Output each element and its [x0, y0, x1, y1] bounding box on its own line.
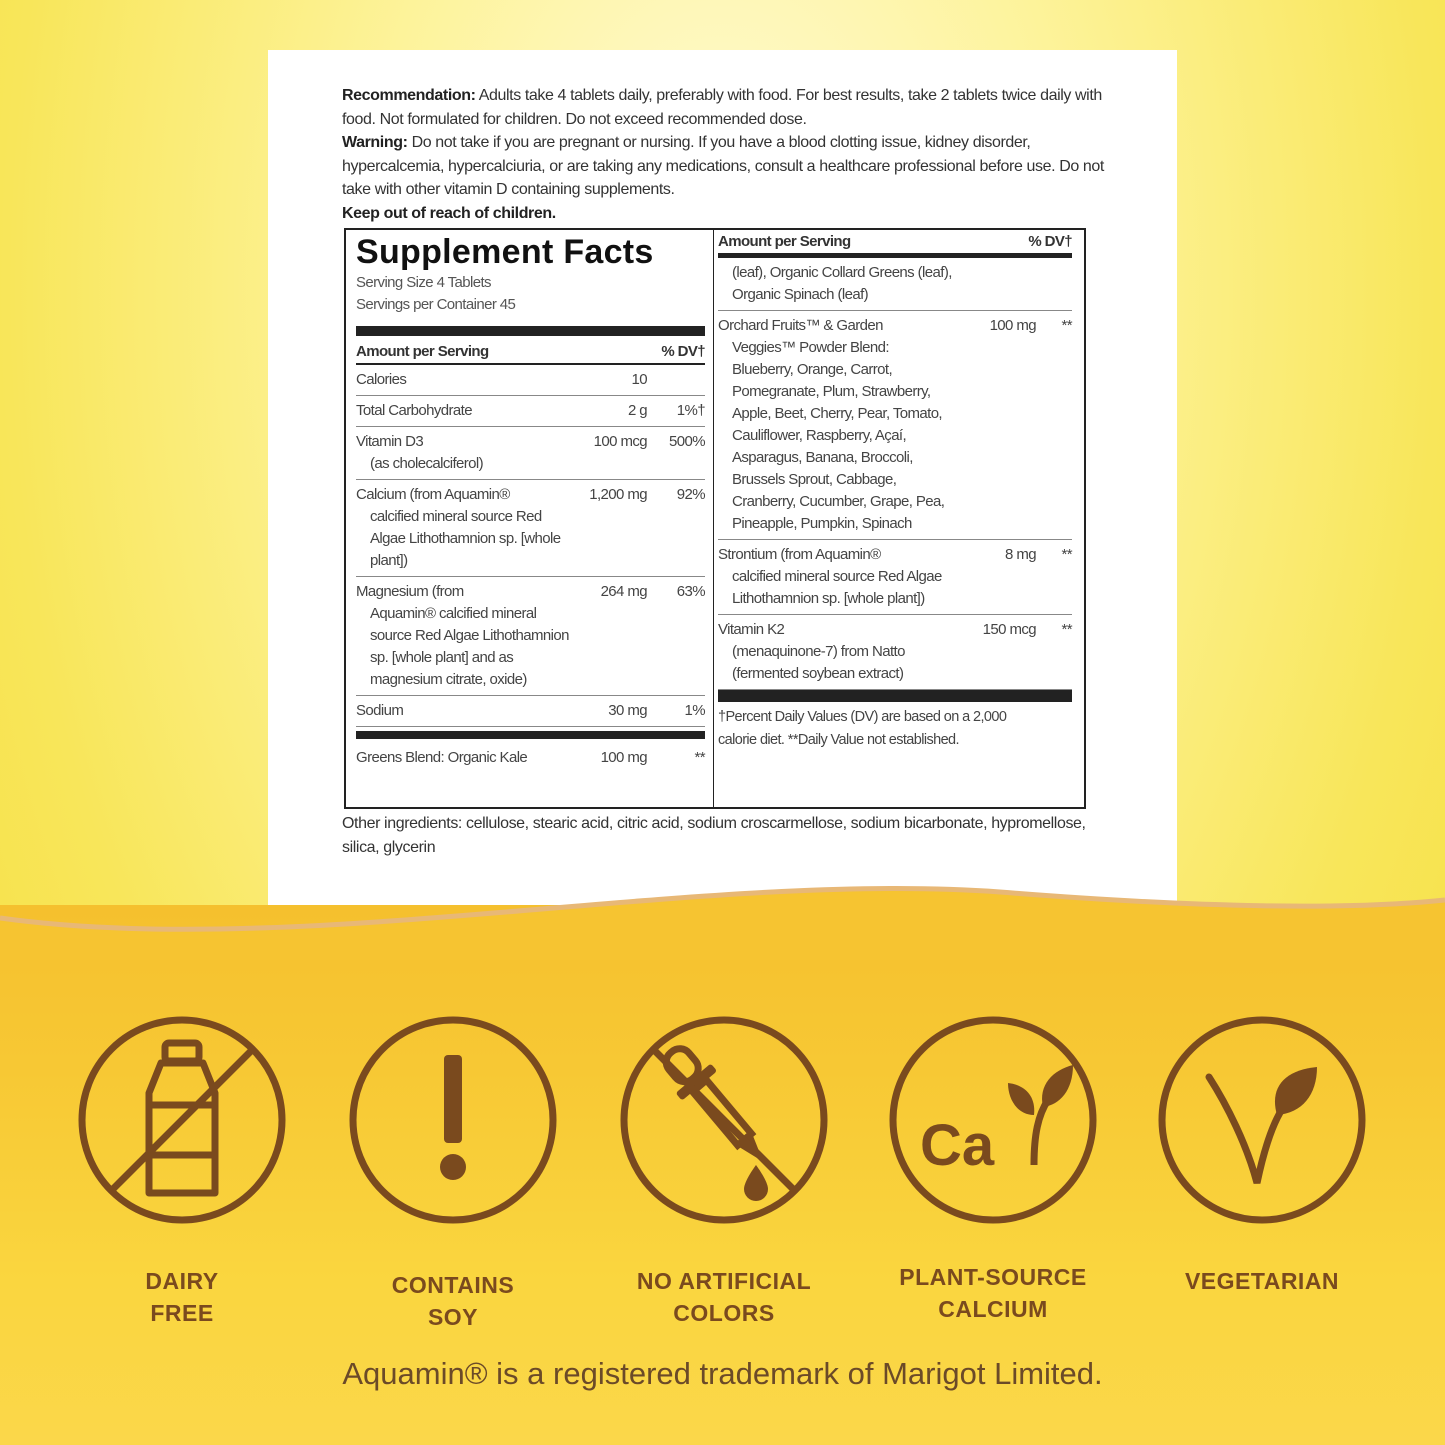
facts-left-column [346, 230, 714, 807]
nutrient-amount: 10 [631, 371, 647, 388]
nutrient-name: Calories [356, 371, 407, 388]
facts-right-column [714, 230, 1084, 807]
calcium-leaf-icon [888, 1015, 1098, 1225]
facts-header-row [356, 340, 705, 365]
serving-size: Serving Size 4 Tablets [356, 274, 491, 291]
nutrient-dv: 63% [676, 583, 705, 600]
facts-header-row [718, 230, 1072, 258]
nutrient-dv: ** [1061, 317, 1072, 334]
badge-vegetarian [1152, 1015, 1372, 1297]
nutrient-source: (menaquinone-7) from Natto (fermented soybean extract) [732, 643, 905, 682]
nutrient-amount: 2 g [627, 402, 647, 419]
nutrient-dv: 92% [676, 486, 705, 503]
nutrient-amount: 1,200 mg [589, 486, 647, 503]
table-row [356, 480, 705, 577]
recommendation-label: Recommendation: [342, 87, 476, 104]
badge-contains-soy [343, 1015, 563, 1333]
thick-divider [718, 690, 1072, 702]
dairy-free-bottle-icon [77, 1015, 287, 1225]
nutrient-source: Veggies™ Powder Blend: Blueberry, Orange, Carrot, Pomegranate, Plum, Strawberry, Apple, Beet, Cherry, Pear, Tomato, Cauliflower, Raspberry, Açaí, Asparagus, Banana, Broccoli, Brussels Sprout, Cabbage, Cranberry, Cucumber, Grape, Pea, Pineapple, Pumpkin, Spinach [732, 339, 945, 532]
keep-out-notice: Keep out of reach of children. [342, 204, 556, 222]
no-dropper-icon [619, 1015, 829, 1225]
nutrient-amount: 100 mg [989, 317, 1036, 334]
table-row [718, 615, 1072, 690]
nutrient-name: Strontium (from Aquamin® calcified mineral source Red Algae Lithothamnion sp. [whole plant]) [718, 544, 952, 610]
header-dv: % DV† [1028, 233, 1072, 250]
table-row [718, 258, 1072, 311]
table-row [718, 540, 1072, 615]
vegetarian-sprout-icon [1157, 1015, 1367, 1225]
nutrient-amount: 8 mg [1005, 546, 1036, 563]
table-row [356, 365, 705, 396]
other-ingredients: Other ingredients: cellulose, stearic acid, citric acid, sodium croscarmellose, sodium bicarbonate, hypromellose, silica, glycerin [342, 815, 1086, 856]
warning-label: Warning: [342, 134, 408, 151]
nutrient-source: Aquamin® calcified mineral source Red Algae Lithothamnion sp. [whole plant] and as magnesium citrate, oxide) [370, 605, 569, 688]
facts-footnote: †Percent Daily Values (DV) are based on a 2,000 calorie diet. **Daily Value not established. [718, 709, 1007, 748]
nutrient-source: (leaf), Organic Collard Greens (leaf), Organic Spinach (leaf) [732, 264, 952, 303]
supplement-facts-table [344, 228, 1086, 809]
table-row [356, 743, 705, 773]
svg-text:Ca: Ca [920, 1113, 995, 1178]
warning-text: Do not take if you are pregnant or nursing. If you have a blood clotting issue, kidney disorder, hypercalcemia, hypercalciuria, or are taking any medications, consult a healthcare professional before use. Do not take with other vitamin D containing supplements. [342, 134, 1104, 198]
header-amount: Amount per Serving [718, 233, 851, 250]
badge-caption: PLANT-SOURCE CALCIUM [899, 1264, 1087, 1322]
right-rows [718, 258, 1072, 690]
nutrient-dv: 500% [669, 433, 705, 450]
nutrient-dv: ** [694, 749, 705, 766]
left-rows [356, 365, 705, 727]
nutrient-source: calcified mineral source Red Algae Lithothamnion sp. [whole plant]) [370, 508, 561, 569]
nutrient-source: calcified mineral source Red Algae Lithothamnion sp. [whole plant]) [732, 568, 942, 607]
nutrient-name: Sodium [356, 702, 404, 719]
servings-per-container: Servings per Container 45 [356, 296, 516, 313]
table-row [718, 311, 1072, 540]
nutrient-source: (as cholecalciferol) [370, 455, 484, 472]
badges-row [0, 1015, 1445, 1335]
table-row [356, 696, 705, 727]
nutrient-dv: 1%† [676, 402, 705, 419]
recommendation-text: Adults take 4 tablets daily, preferably with food. For best results, take 2 tablets twice daily with food. Not formulated for children. Do not exceed recommended dose. [342, 87, 1102, 128]
nutrient-amount: 100 mg [600, 749, 647, 766]
nutrient-amount: 150 mcg [982, 621, 1036, 638]
badge-caption: CONTAINS SOY [391, 1272, 515, 1330]
nutrient-name [718, 262, 952, 306]
thick-divider [356, 731, 705, 739]
nutrient-name: Greens Blend: Organic Kale [356, 749, 528, 766]
header-dv: % DV† [661, 343, 705, 360]
nutrient-dv: ** [1061, 546, 1072, 563]
label-instructions [342, 84, 1112, 225]
badge-plant-source-calcium [883, 1015, 1103, 1325]
nutrient-amount: 30 mg [608, 702, 647, 719]
facts-title: Supplement Facts [356, 233, 654, 271]
nutrient-name: Orchard Fruits™ & Garden Veggies™ Powder Blend: Blueberry, Orange, Carrot, Pomegranate, Plum, Strawberry, Apple, Beet, Cherry, Pear, Tomato, Cauliflower, Raspberry, Açaí, Asparagus, Banana, Broccoli, Brussels Sprout, Cabbage, Cranberry, Cucumber, Grape, Pea, Pineapple, Pumpkin, Spinach [718, 315, 952, 535]
table-row [356, 577, 705, 696]
badge-caption: DAIRY FREE [145, 1268, 219, 1326]
nutrient-name: Total Carbohydrate [356, 402, 472, 419]
badge-dairy-free [72, 1015, 292, 1329]
nutrient-name: Vitamin K2 (menaquinone-7) from Natto (fermented soybean extract) [718, 619, 952, 685]
nutrient-amount: 100 mcg [593, 433, 647, 450]
table-row [356, 396, 705, 427]
badge-caption: VEGETARIAN [1184, 1268, 1340, 1294]
exclamation-icon [348, 1015, 558, 1225]
nutrient-amount: 264 mg [600, 583, 647, 600]
nutrient-name: Magnesium (from Aquamin® calcified mineral source Red Algae Lithothamnion sp. [whole plant] and as magnesium citrate, oxide) [356, 581, 573, 691]
nutrient-name: Calcium (from Aquamin® calcified mineral source Red Algae Lithothamnion sp. [whole plant]) [356, 484, 573, 572]
badge-caption: NO ARTIFICIAL COLORS [636, 1268, 812, 1326]
thick-divider [356, 326, 705, 336]
nutrient-dv: ** [1061, 621, 1072, 638]
trademark-notice: Aquamin® is a registered trademark of Marigot Limited. [342, 1356, 1103, 1391]
nutrient-dv: 1% [684, 702, 705, 719]
wave-divider [0, 880, 1445, 960]
nutrient-dv [653, 369, 705, 391]
nutrient-amount [952, 262, 1042, 306]
table-row [356, 427, 705, 480]
badge-no-artificial-colors [614, 1015, 834, 1329]
nutrient-name: Vitamin D3 (as cholecalciferol) [356, 431, 573, 475]
header-amount: Amount per Serving [356, 343, 489, 360]
nutrient-dv [1042, 262, 1072, 306]
